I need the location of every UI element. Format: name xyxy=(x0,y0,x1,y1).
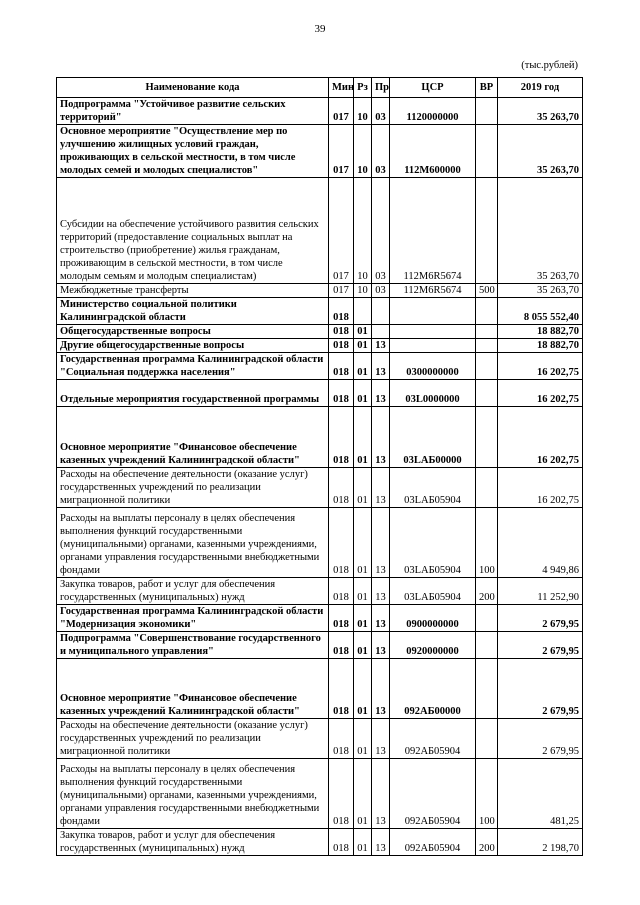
cell-csr: 112М6R5674 xyxy=(390,178,476,284)
cell-rz: 01 xyxy=(354,508,372,578)
cell-vr xyxy=(476,298,498,325)
cell-vr xyxy=(476,407,498,468)
cell-pr: 13 xyxy=(372,353,390,380)
header-row xyxy=(57,78,583,98)
cell-vr xyxy=(476,339,498,353)
cell-name: Закупка товаров, работ и услуг для обеспечения государственных (муниципальных) нужд xyxy=(57,578,329,605)
cell-min: 018 xyxy=(329,578,354,605)
table-row xyxy=(57,829,583,856)
table-row xyxy=(57,380,583,407)
cell-amount: 16 202,75 xyxy=(498,468,583,508)
cell-amount: 18 882,70 xyxy=(498,339,583,353)
cell-csr: 112М6R5674 xyxy=(390,284,476,298)
cell-name: Общегосударственные вопросы xyxy=(57,325,329,339)
cell-pr: 13 xyxy=(372,719,390,759)
cell-pr: 13 xyxy=(372,339,390,353)
cell-min: 018 xyxy=(329,759,354,829)
cell-min: 018 xyxy=(329,298,354,325)
cell-min: 018 xyxy=(329,632,354,659)
cell-pr: 13 xyxy=(372,468,390,508)
cell-rz: 01 xyxy=(354,353,372,380)
cell-pr xyxy=(372,325,390,339)
cell-name: Закупка товаров, работ и услуг для обеспечения государственных (муниципальных) нужд xyxy=(57,829,329,856)
cell-csr xyxy=(390,325,476,339)
cell-vr: 200 xyxy=(476,829,498,856)
cell-pr: 13 xyxy=(372,632,390,659)
cell-pr: 13 xyxy=(372,380,390,407)
cell-name: Министерство социальной политики Калининградской области xyxy=(57,298,329,325)
table-row xyxy=(57,759,583,829)
table-row xyxy=(57,353,583,380)
cell-pr: 13 xyxy=(372,759,390,829)
cell-min: 018 xyxy=(329,325,354,339)
cell-csr: 03LАБ05904 xyxy=(390,468,476,508)
page-number: 39 xyxy=(314,23,326,35)
cell-name: Подпрограмма "Устойчивое развитие сельских территорий" xyxy=(57,98,329,125)
cell-min: 017 xyxy=(329,178,354,284)
cell-vr xyxy=(476,605,498,632)
cell-vr: 500 xyxy=(476,284,498,298)
header-min: Мин xyxy=(329,78,354,98)
table-row xyxy=(57,605,583,632)
cell-vr xyxy=(476,353,498,380)
cell-amount: 35 263,70 xyxy=(498,125,583,178)
cell-vr: 100 xyxy=(476,508,498,578)
cell-rz: 01 xyxy=(354,719,372,759)
cell-rz: 01 xyxy=(354,605,372,632)
cell-rz: 10 xyxy=(354,178,372,284)
cell-csr: 03LАБ05904 xyxy=(390,578,476,605)
cell-name: Основное мероприятие "Финансовое обеспечение казенных учреждений Калининградской области" xyxy=(57,659,329,719)
cell-pr: 13 xyxy=(372,578,390,605)
cell-amount: 481,25 xyxy=(498,759,583,829)
cell-rz: 10 xyxy=(354,284,372,298)
table-row xyxy=(57,125,583,178)
cell-min: 018 xyxy=(329,380,354,407)
header-vr: ВР xyxy=(476,78,498,98)
cell-vr xyxy=(476,468,498,508)
cell-rz: 01 xyxy=(354,759,372,829)
cell-vr: 100 xyxy=(476,759,498,829)
cell-rz: 01 xyxy=(354,407,372,468)
cell-pr: 13 xyxy=(372,407,390,468)
table-row xyxy=(57,98,583,125)
cell-amount: 16 202,75 xyxy=(498,407,583,468)
cell-rz: 01 xyxy=(354,468,372,508)
cell-name: Другие общегосударственные вопросы xyxy=(57,339,329,353)
cell-min: 018 xyxy=(329,605,354,632)
cell-amount: 2 679,95 xyxy=(498,632,583,659)
cell-name: Основное мероприятие "Осуществление мер по улучшению жилищных условий граждан, проживающих в сельской местности, в том числе молодых семей и молодых специалистов" xyxy=(57,125,329,178)
table-row xyxy=(57,325,583,339)
cell-min: 017 xyxy=(329,284,354,298)
cell-amount: 2 679,95 xyxy=(498,659,583,719)
cell-rz: 10 xyxy=(354,98,372,125)
cell-csr: 0920000000 xyxy=(390,632,476,659)
cell-amount: 11 252,90 xyxy=(498,578,583,605)
cell-vr xyxy=(476,325,498,339)
cell-amount: 18 882,70 xyxy=(498,325,583,339)
cell-amount: 35 263,70 xyxy=(498,98,583,125)
cell-min: 018 xyxy=(329,508,354,578)
cell-csr: 092АБ05904 xyxy=(390,759,476,829)
table-row xyxy=(57,178,583,284)
cell-pr: 13 xyxy=(372,508,390,578)
cell-min: 018 xyxy=(329,468,354,508)
cell-name: Расходы на обеспечение деятельности (оказание услуг) государственных учреждений по реализации миграционной политики xyxy=(57,468,329,508)
cell-pr xyxy=(372,298,390,325)
cell-name: Субсидии на обеспечение устойчивого развития сельских территорий (предоставление социальных выплат на строительство (приобретение) жилья гражданам, проживающим в сельской местности, в том числе молодым семьям и молодым специалистам) xyxy=(57,178,329,284)
cell-min: 018 xyxy=(329,353,354,380)
table-row xyxy=(57,719,583,759)
cell-min: 017 xyxy=(329,98,354,125)
units-note: (тыс.рублей) xyxy=(521,60,578,71)
cell-csr xyxy=(390,298,476,325)
cell-min: 018 xyxy=(329,339,354,353)
cell-rz: 01 xyxy=(354,325,372,339)
cell-pr: 03 xyxy=(372,178,390,284)
cell-pr: 13 xyxy=(372,605,390,632)
cell-name: Подпрограмма "Совершенствование государственного и муниципального управления" xyxy=(57,632,329,659)
cell-min: 018 xyxy=(329,719,354,759)
cell-name: Расходы на выплаты персоналу в целях обеспечения выполнения функций государственными (муниципальными) органами, казенными учреждениями, органами управления государственными внебюджетными фондами xyxy=(57,508,329,578)
table-row xyxy=(57,407,583,468)
cell-min: 018 xyxy=(329,829,354,856)
cell-name: Отдельные мероприятия государственной программы xyxy=(57,380,329,407)
cell-amount: 8 055 552,40 xyxy=(498,298,583,325)
cell-rz: 01 xyxy=(354,339,372,353)
cell-rz: 01 xyxy=(354,578,372,605)
table-row xyxy=(57,468,583,508)
cell-csr: 03LАБ05904 xyxy=(390,508,476,578)
cell-amount: 35 263,70 xyxy=(498,284,583,298)
cell-pr: 03 xyxy=(372,284,390,298)
header-pr: Пр xyxy=(372,78,390,98)
cell-vr xyxy=(476,719,498,759)
cell-amount: 16 202,75 xyxy=(498,380,583,407)
cell-pr: 03 xyxy=(372,125,390,178)
cell-min: 018 xyxy=(329,659,354,719)
cell-rz: 01 xyxy=(354,380,372,407)
cell-pr: 13 xyxy=(372,829,390,856)
cell-csr: 112М600000 xyxy=(390,125,476,178)
cell-min: 018 xyxy=(329,407,354,468)
cell-vr xyxy=(476,125,498,178)
cell-vr xyxy=(476,632,498,659)
cell-csr: 092АБ00000 xyxy=(390,659,476,719)
cell-csr: 0300000000 xyxy=(390,353,476,380)
cell-rz: 01 xyxy=(354,659,372,719)
cell-rz: 10 xyxy=(354,125,372,178)
cell-pr: 03 xyxy=(372,98,390,125)
table-row xyxy=(57,659,583,719)
cell-vr xyxy=(476,380,498,407)
table-row xyxy=(57,284,583,298)
cell-csr xyxy=(390,339,476,353)
cell-csr: 1120000000 xyxy=(390,98,476,125)
cell-vr xyxy=(476,98,498,125)
cell-csr: 092АБ05904 xyxy=(390,829,476,856)
table-row xyxy=(57,632,583,659)
budget-table xyxy=(56,77,583,856)
header-rz: Рз xyxy=(354,78,372,98)
cell-vr xyxy=(476,178,498,284)
table-row xyxy=(57,508,583,578)
table-row xyxy=(57,339,583,353)
cell-rz: 01 xyxy=(354,632,372,659)
cell-csr: 0900000000 xyxy=(390,605,476,632)
cell-amount: 16 202,75 xyxy=(498,353,583,380)
cell-vr xyxy=(476,659,498,719)
header-csr: ЦСР xyxy=(390,78,476,98)
cell-amount: 4 949,86 xyxy=(498,508,583,578)
table-row xyxy=(57,578,583,605)
cell-amount: 2 679,95 xyxy=(498,719,583,759)
cell-name: Государственная программа Калининградской области "Модернизация экономики" xyxy=(57,605,329,632)
cell-vr: 200 xyxy=(476,578,498,605)
cell-amount: 2 679,95 xyxy=(498,605,583,632)
cell-rz xyxy=(354,298,372,325)
cell-min: 017 xyxy=(329,125,354,178)
cell-csr: 03L0000000 xyxy=(390,380,476,407)
cell-name: Расходы на обеспечение деятельности (оказание услуг) государственных учреждений по реализации миграционной политики xyxy=(57,719,329,759)
cell-rz: 01 xyxy=(354,829,372,856)
cell-name: Основное мероприятие "Финансовое обеспечение казенных учреждений Калининградской области" xyxy=(57,407,329,468)
cell-name: Государственная программа Калининградской области "Социальная поддержка населения" xyxy=(57,353,329,380)
header-year: 2019 год xyxy=(498,78,583,98)
cell-amount: 35 263,70 xyxy=(498,178,583,284)
cell-name: Межбюджетные трансферты xyxy=(57,284,329,298)
cell-csr: 092АБ05904 xyxy=(390,719,476,759)
header-name: Наименование кода xyxy=(57,78,329,98)
cell-name: Расходы на выплаты персоналу в целях обеспечения выполнения функций государственными (муниципальными) органами, казенными учреждениями, органами управления государственными внебюджетными фондами xyxy=(57,759,329,829)
cell-amount: 2 198,70 xyxy=(498,829,583,856)
cell-pr: 13 xyxy=(372,659,390,719)
table-row xyxy=(57,298,583,325)
cell-csr: 03LАБ00000 xyxy=(390,407,476,468)
